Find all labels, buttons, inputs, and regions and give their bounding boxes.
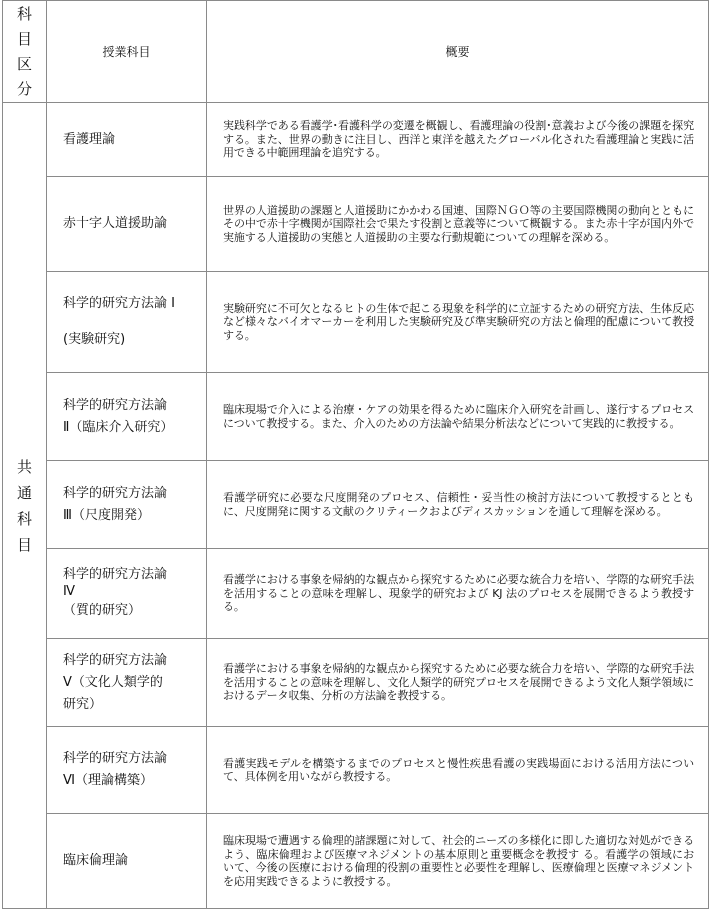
course-summary: 実験研究に不可欠となるヒトの生体で起こる現象を科学的に立証するための研究方法、生体反応など様々なバイオマーカーを利用した実験研究及び準実験研究の方法と倫理的配慮について教授する。 bbox=[207, 272, 709, 373]
course-line: 科学的研究方法論 bbox=[63, 397, 168, 413]
course-summary: 看護学における事象を帰納的な観点から探究するために必要な統合力を培い、学際的な研究手法を活用することの意味を理解し、現象学的研究および KJ 法のプロセスを展開できるよう教授する。 bbox=[207, 549, 709, 639]
category-char: 目 bbox=[16, 535, 32, 554]
course-name bbox=[47, 549, 207, 639]
course-name bbox=[47, 177, 207, 272]
course-name bbox=[47, 272, 207, 373]
course-line: Ⅴ（文化人類学的 bbox=[63, 674, 163, 690]
table-row bbox=[3, 549, 709, 639]
course-line: 研究） bbox=[63, 696, 103, 712]
course-line: （質的研究） bbox=[63, 602, 142, 618]
course-name bbox=[47, 373, 207, 461]
course-summary: 看護学研究に必要な尺度開発のプロセス、信頼性・妥当性の検討方法について教授するとともに、尺度開発に関する文献のクリティークおよびディスカッションを通して理解を深める。 bbox=[207, 461, 709, 549]
course-name bbox=[47, 103, 207, 177]
table-row bbox=[3, 727, 709, 814]
table-row bbox=[3, 461, 709, 549]
header-category-char: 目 bbox=[16, 29, 32, 48]
course-summary: 看護学における事象を帰納的な観点から探究するために必要な統合力を培い、学際的な研究手法を活用することの意味を理解し、文化人類学的研究プロセスを展開できるよう文化人類学領域におけるデータ収集、分析の方法論を教授する。 bbox=[207, 639, 709, 727]
table-row bbox=[3, 373, 709, 461]
course-line: 看護理論 bbox=[63, 131, 116, 147]
header-category-char: 区 bbox=[16, 54, 32, 73]
course-name bbox=[47, 639, 207, 727]
header-category-char: 科 bbox=[16, 4, 32, 23]
category-char: 科 bbox=[16, 509, 32, 528]
table-row bbox=[3, 814, 709, 909]
header-row bbox=[3, 1, 709, 103]
course-line: 科学的研究方法論 Ⅰ bbox=[63, 296, 175, 311]
header-category-char: 分 bbox=[16, 79, 32, 98]
table-row bbox=[3, 272, 709, 373]
table-row bbox=[3, 103, 709, 177]
table-row bbox=[3, 639, 709, 727]
course-line: 臨床倫理論 bbox=[63, 853, 129, 868]
category-char: 共 bbox=[16, 457, 32, 476]
category-cell bbox=[3, 103, 47, 909]
course-summary: 臨床現場で遭遇する倫理的諸課題に対して、社会的ニーズの多様化に即した適切な対処ができるよう、臨床倫理および医療マネジメントの基本原則と重要概念を教授す る。看護学の領域において、今後の医療における倫理的役割の重要性と必要性を理解し、医療倫理と医療マネジメントを応用実践できるように教授する。 bbox=[207, 814, 709, 909]
header-summary: 概要 bbox=[207, 1, 709, 103]
course-line: (実験研究) bbox=[63, 332, 126, 347]
category-char: 通 bbox=[16, 483, 32, 502]
course-name bbox=[47, 727, 207, 814]
course-line: Ⅵ（理論構築） bbox=[63, 773, 153, 788]
course-line: 科学的研究方法論 bbox=[63, 652, 168, 668]
header-course: 授業科目 bbox=[47, 1, 207, 103]
course-line: 科学的研究方法論 bbox=[63, 485, 168, 501]
course-line: 科学的研究方法論 bbox=[63, 751, 168, 766]
course-line: Ⅲ（尺度開発） bbox=[63, 507, 150, 523]
header-category bbox=[3, 1, 47, 103]
course-name bbox=[47, 461, 207, 549]
course-name bbox=[47, 814, 207, 909]
table-row bbox=[3, 177, 709, 272]
course-summary: 看護実践モデルを構築するまでのプロセスと慢性疾患看護の実践場面における活用方法について、具体例を用いながら教授する。 bbox=[207, 727, 709, 814]
course-summary: 実践科学である看護学･看護科学の変遷を概観し、看護理論の役割･意義および今後の課題を探究する。また、世界の動きに注目し、西洋と東洋を越えたグローバル化された看護理論と実践に活用できる中範囲理論を追究する。 bbox=[207, 103, 709, 177]
course-summary: 臨床現場で介入による治療・ケアの効果を得るために臨床介入研究を計画し、遂行するプロセスについて教授する。また、介入のための方法論や結果分析法などについて実践的に教授する。 bbox=[207, 373, 709, 461]
course-summary: 世界の人道援助の課題と人道援助にかかわる国連、国際ＮＧＯ等の主要国際機関の動向とともにその中で赤十字機関が国際社会で果たす役割と意義等について概観する。また赤十字が国内外で実施する人道援助の実態と人道援助の主要な行動規範についての理解を深める。 bbox=[207, 177, 709, 272]
course-line: 赤十字人道援助論 bbox=[63, 216, 168, 231]
course-line: 科学的研究方法論 bbox=[63, 566, 168, 582]
curriculum-table bbox=[2, 0, 709, 909]
course-line: Ⅱ（臨床介入研究） bbox=[63, 419, 174, 435]
course-line: Ⅳ bbox=[63, 583, 75, 599]
